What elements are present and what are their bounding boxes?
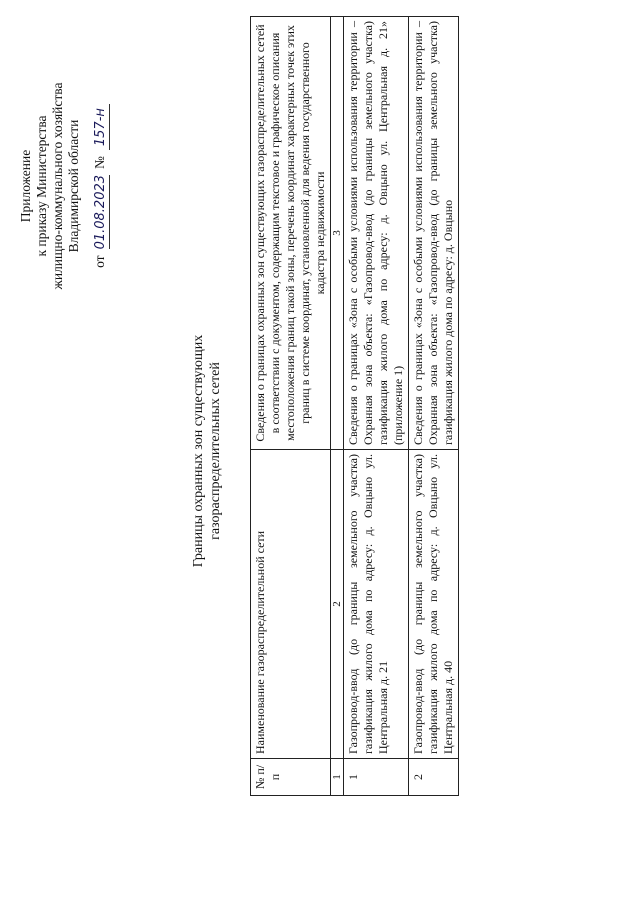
from-label: от (92, 255, 107, 268)
appendix-line: Приложение (18, 149, 33, 223)
column-number: 3 (331, 17, 344, 450)
order-date-number (92, 21, 110, 351)
network-name: Газопровод-ввод (до границы земельного участка) газификация жилого дома по адресу: д. Овцыно ул. Центральная д. 40 (409, 450, 459, 759)
appendix-line: Владимирской области (66, 119, 81, 253)
header-info: Сведения о границах охранных зон существующих газораспределительных сетей в соответствии с документом, содержащим текстовое и графическое описания местоположения границ такой зоны, перечень координат характерных точек этих границ в системе координат, установленной для ведения государственного кадастра недвижимости (251, 17, 331, 450)
table-row (344, 17, 409, 796)
header-num: № п/п (251, 759, 331, 796)
appendix-line: к приказу Министерства (34, 115, 49, 257)
page-title (190, 241, 224, 661)
network-name: Газопровод-ввод (до границы земельного участка) газификация жилого дома по адресу: д. Овцыно ул. Центральная д. 21 (344, 450, 409, 759)
title-line: газораспределительных сетей (208, 362, 223, 540)
header-name: Наименование газораспределительной сети (251, 450, 331, 759)
order-number: 157-н (93, 104, 110, 150)
zone-info: Сведения о границах «Зона с особыми условиями использования территории – Охранная зона объекта: «Газопровод-ввод (до границы земельного участка) газификация жилого дома по адресу: д. Овцыно (409, 17, 459, 450)
title-line: Границы охранных зон существующих (191, 334, 206, 568)
zone-info: Сведения о границах «Зона с особыми условиями использования территории – Охранная зона объекта: «Газопровод-ввод (до границы земельного участка) газификация жилого дома по адресу: д. Овцыно ул. Центральная д. 21» (приложение 1) (344, 17, 409, 450)
column-number: 1 (331, 759, 344, 796)
appendix-header (18, 21, 110, 351)
table-header-row (251, 17, 331, 796)
number-label: № (92, 156, 107, 169)
row-number: 1 (344, 759, 409, 796)
row-number: 2 (409, 759, 459, 796)
column-number-row (331, 17, 344, 796)
table-row (409, 17, 459, 796)
order-date: 01.08.2023 (93, 174, 108, 250)
zones-table (250, 16, 459, 796)
column-number: 2 (331, 450, 344, 759)
appendix-line: жилищно-коммунального хозяйства (50, 82, 65, 290)
